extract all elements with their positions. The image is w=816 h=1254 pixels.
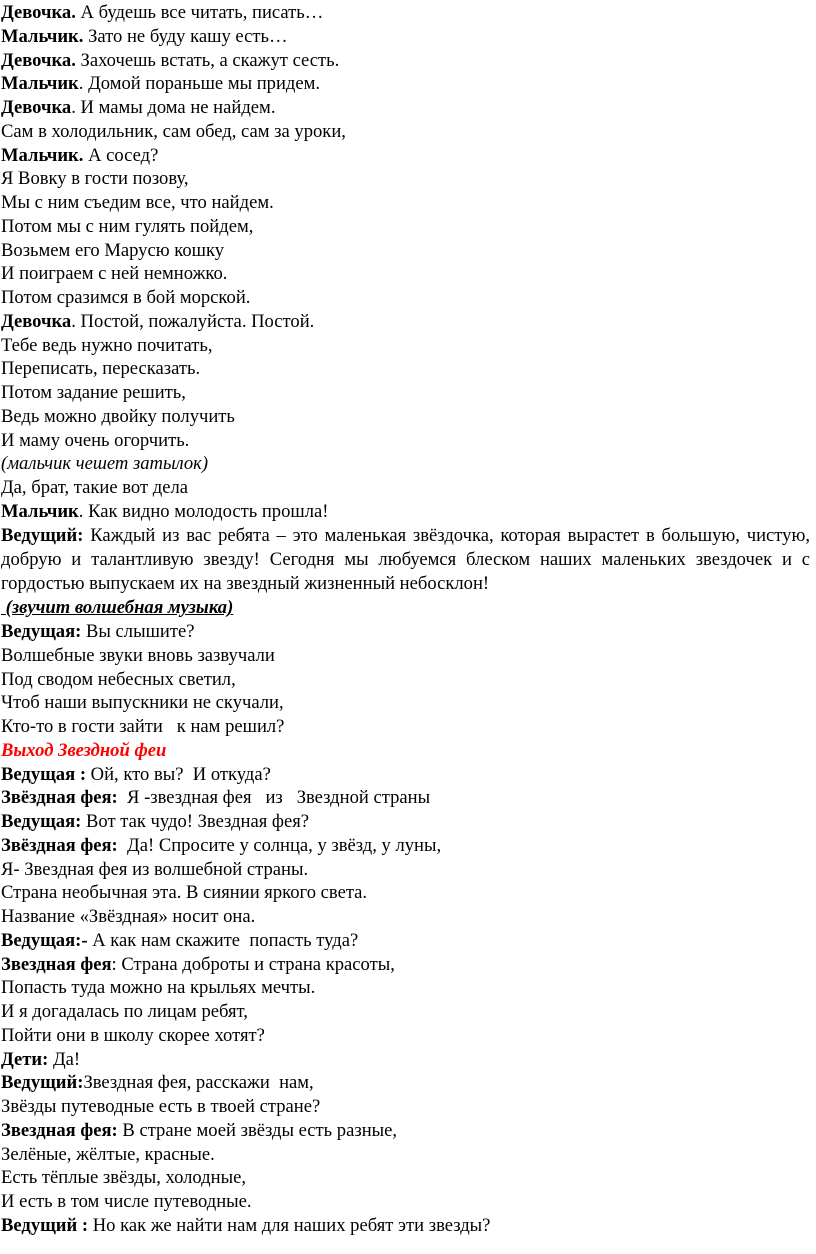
verse-line: Мы с ним съедим все, что найдем. — [1, 192, 274, 213]
speaker-name: Ведущая : — [1, 763, 87, 785]
verse-line: И есть в том числе путеводные. — [1, 1191, 252, 1213]
speaker-name: Девочка — [1, 310, 72, 332]
line-text: Вот так чудо! Звездная фея? — [81, 811, 310, 833]
speaker-name: Мальчик. — [1, 25, 84, 47]
verse-line: Волшебные звуки вновь зазвучали — [1, 644, 275, 666]
line-text: А будешь все читать, писать… — [75, 2, 324, 23]
speaker-name: Звёздная фея: — [1, 787, 118, 809]
script-line — [1, 310, 816, 334]
script-line — [1, 620, 816, 644]
line-text: Да! Спросите у солнца, у звёзд, у луны, — [117, 834, 442, 856]
line-text: Каждый из вас ребята – это маленькая звёздочка, которая вырастет в большую, чистую, добрую и талантливую звезду! Сегодня мы любуемся блеском наших маленьких звездочек и с гордостью выпускаем их на звездный жизненный небосклон! — [1, 524, 810, 595]
script-line — [1, 1214, 816, 1238]
verse-line: И маму очень огорчить. — [1, 429, 190, 451]
verse-line: Страна необычная эта. В сиянии яркого света. — [1, 882, 368, 904]
speaker-name: Звёздная фея: — [1, 834, 118, 856]
verse-line: Я- Звездная фея из волшебной страны. — [1, 858, 309, 880]
verse-line: Зелёные, жёлтые, красные. — [1, 1143, 215, 1165]
line-text: Вы слышите? — [81, 621, 195, 643]
script-line — [1, 25, 816, 49]
speaker-name: Звездная фея: — [1, 1119, 118, 1141]
line-text: . Как видно молодость прошла! — [78, 500, 329, 522]
line-text: А как нам скажите попасть туда? — [87, 929, 359, 951]
script-line — [1, 810, 816, 834]
line-text: : Страна доброты и страна красоты, — [111, 953, 395, 975]
script-line — [1, 763, 816, 787]
speaker-name: Ведущий : — [1, 1214, 89, 1236]
script-line — [1, 500, 816, 524]
line-text: Звездная фея, расскажи нам, — [83, 1072, 314, 1094]
line-text: Я -звездная фея из Звездной страны — [117, 787, 431, 809]
stage-direction-fairy-entrance: Выход Звездной феи — [1, 739, 167, 761]
speaker-name: Девочка. — [1, 2, 76, 23]
script-line — [1, 1119, 816, 1143]
line-text: . И мамы дома не найдем. — [71, 97, 276, 118]
verse-line: И поиграем с ней немножко. — [1, 263, 228, 285]
script-line — [1, 929, 816, 953]
script-line — [1, 786, 816, 810]
script-line — [1, 953, 816, 977]
host-paragraph — [1, 524, 810, 597]
script-line — [1, 144, 816, 168]
script-line — [1, 49, 816, 73]
line-text: . Домой пораньше мы придем. — [78, 73, 321, 95]
verse-line: Попасть туда можно на крыльях мечты. — [1, 977, 316, 999]
verse-line: Ведь можно двойку получить — [1, 405, 235, 427]
script-line — [1, 1, 816, 25]
stage-direction: (мальчик чешет затылок) — [1, 453, 209, 475]
verse-line: И я догадалась по лицам ребят, — [1, 1001, 248, 1023]
line-text: А сосед? — [83, 144, 159, 166]
line-text: Но как же найти нам для наших ребят эти звезды? — [88, 1214, 491, 1236]
speaker-name: Звездная фея — [1, 953, 112, 975]
speaker-name: Девочка. — [1, 49, 76, 71]
line-text: Ой, кто вы? И откуда? — [86, 763, 271, 785]
line-text: Да! — [48, 1048, 81, 1070]
speaker-name: Ведущая: — [1, 621, 82, 643]
line-text: Зато не буду кашу есть… — [83, 25, 288, 47]
verse-line: Пойти они в школу скорее хотят? — [1, 1024, 265, 1046]
verse-line: Есть тёплые звёзды, холодные, — [1, 1167, 246, 1189]
speaker-name: Мальчик — [1, 500, 79, 522]
verse-line: Тебе ведь нужно почитать, — [1, 334, 213, 356]
verse-line: Название «Звёздная» носит она. — [1, 906, 256, 928]
verse-line: Потом задание решить, — [1, 382, 186, 403]
script-line — [1, 1048, 816, 1072]
verse-line: Возьмем его Марусю кошку — [1, 239, 225, 261]
speaker-name: Ведущая:- — [1, 929, 88, 951]
verse-line: Я Вовку в гости позову, — [1, 168, 189, 190]
script-line — [1, 72, 816, 96]
speaker-name: Ведущий: — [1, 524, 84, 546]
verse-line: Чтоб наши выпускники не скучали, — [1, 692, 284, 714]
verse-line: Переписать, пересказать. — [1, 358, 201, 380]
speaker-name: Мальчик — [1, 73, 79, 95]
verse-line: Кто-то в гости зайти к нам решил? — [1, 716, 285, 738]
verse-line: Сам в холодильник, сам обед, сам за уроки, — [1, 120, 346, 142]
line-text: Захочешь встать, а скажут сесть. — [75, 49, 340, 71]
script-line — [1, 834, 816, 858]
line-text: В стране моей звёзды есть разные, — [117, 1119, 398, 1141]
speaker-name: Девочка — [1, 97, 72, 118]
script-line — [1, 1071, 816, 1095]
stage-direction-music: (звучит волшебная музыка) — [1, 597, 234, 619]
verse-line: Да, брат, такие вот дела — [1, 477, 188, 498]
verse-line: Потом мы с ним гулять пойдем, — [1, 215, 254, 237]
speaker-name: Мальчик. — [1, 144, 84, 166]
line-text: . Постой, пожалуйста. Постой. — [71, 310, 315, 332]
verse-line: Звёзды путеводные есть в твоей стране? — [1, 1096, 321, 1118]
speaker-name: Ведущий: — [1, 1072, 84, 1094]
speaker-name: Дети: — [1, 1048, 49, 1070]
verse-line: Потом сразимся в бой морской. — [1, 287, 251, 308]
script-line — [1, 96, 816, 120]
verse-line: Под сводом небесных светил, — [1, 668, 236, 690]
speaker-name: Ведущая: — [1, 811, 82, 833]
